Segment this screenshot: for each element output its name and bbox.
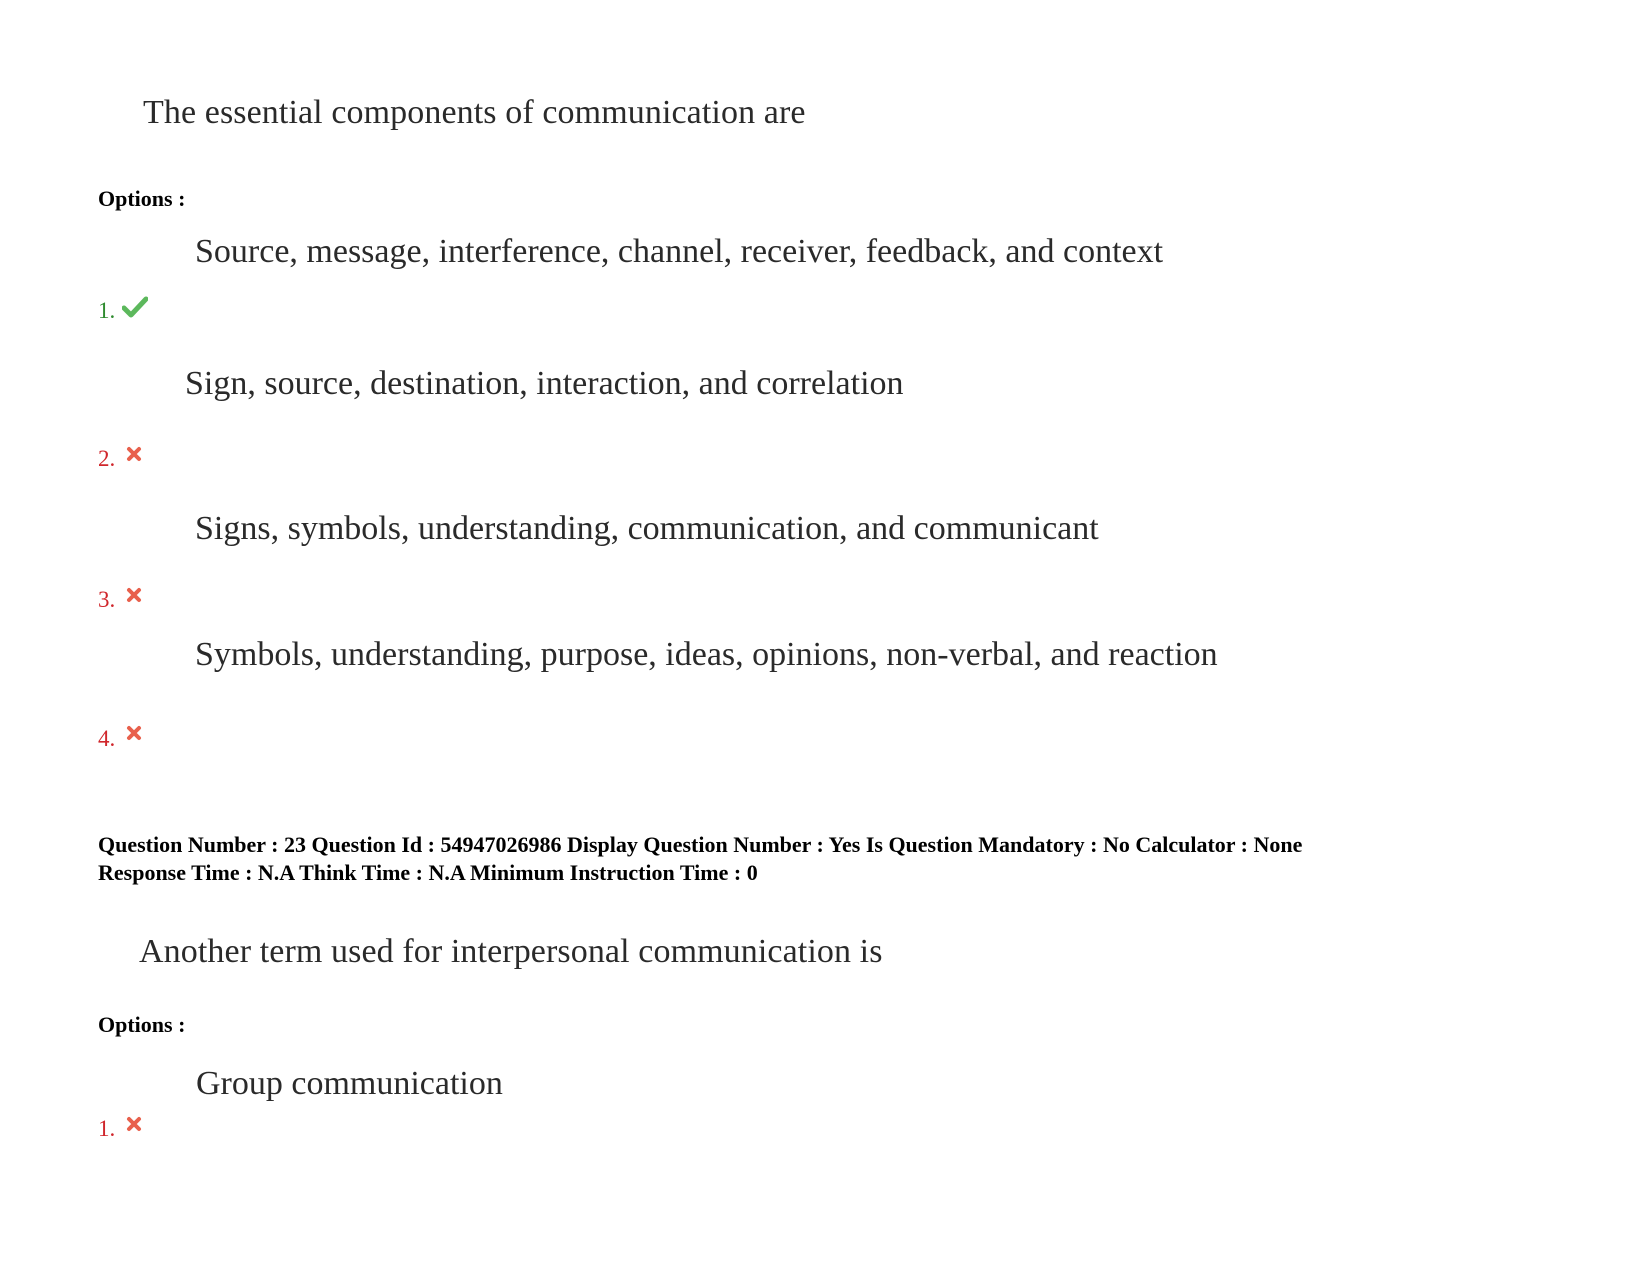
option-text: Sign, source, destination, interaction, and correlation [185, 365, 904, 402]
options-label: Options : [98, 1012, 186, 1037]
check-icon [122, 296, 148, 318]
option-number: 1. [98, 298, 116, 323]
option-number: 1. [98, 1116, 116, 1141]
question-meta: Response Time : N.A Think Time : N.A Minimum Instruction Time : 0 [98, 860, 758, 885]
cross-icon [126, 725, 142, 741]
question-meta: Question Number : 23 Question Id : 54947026986 Display Question Number : Yes Is Question Mandatory : No Calculator : None [98, 832, 1303, 857]
option-number: 4. [98, 726, 116, 751]
option-text: Symbols, understanding, purpose, ideas, opinions, non-verbal, and reaction [195, 636, 1218, 673]
options-label: Options : [98, 186, 186, 211]
cross-icon [126, 587, 142, 603]
option-text: Group communication [196, 1065, 503, 1102]
option-text: Signs, symbols, understanding, communication, and communicant [195, 510, 1099, 547]
cross-icon [126, 1116, 142, 1132]
cross-icon [126, 446, 142, 462]
option-number: 3. [98, 587, 116, 612]
question-text: Another term used for interpersonal communication is [139, 933, 883, 970]
option-text: Source, message, interference, channel, receiver, feedback, and context [195, 233, 1164, 270]
option-number: 2. [98, 446, 116, 471]
question-text: The essential components of communication are [143, 94, 806, 131]
